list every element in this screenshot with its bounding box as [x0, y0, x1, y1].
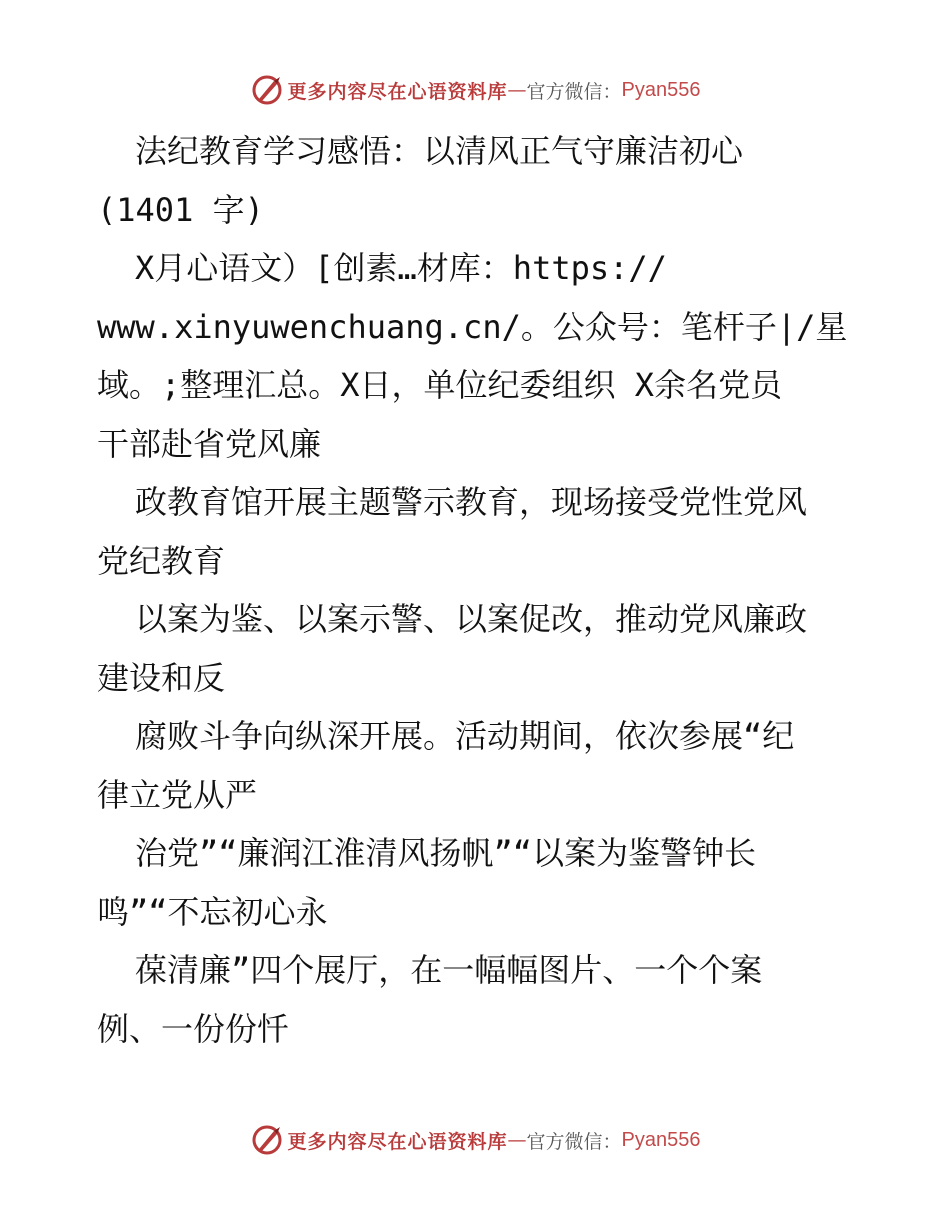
banner-text: 更多内容尽在心语资料库: [287, 80, 508, 103]
banner-wechat-label: 官方微信：: [526, 1130, 622, 1153]
document-line: 葆清廉”四个展厅，在一幅幅图片、一个个案: [135, 951, 763, 989]
header-banner: [0, 70, 950, 110]
document-body: [97, 122, 857, 1058]
document-line: 治党”“廉润江淮清风扬帆”“以案为鉴警钟长: [135, 834, 757, 872]
document-line: 干部赴省党风廉: [97, 424, 322, 463]
banner-wechat-id: Pyan556: [621, 78, 701, 101]
document-line: 政教育馆开展主题警示教育，现场接受党性党风: [135, 483, 808, 521]
document-line: 法纪教育学习感悟：以清风正气守廉洁初心: [135, 132, 744, 170]
banner-separator: —: [507, 79, 527, 101]
banner-wechat-id: Pyan556: [621, 1128, 701, 1151]
document-line: 建设和反: [97, 658, 226, 697]
document-line: 律立党从严: [97, 775, 258, 814]
document-line: (1401 字): [97, 190, 264, 229]
document-line: 鸣”“不忘初心永: [97, 892, 328, 931]
document-line: 以案为鉴、以案示警、以案促改，推动党风廉政: [135, 600, 808, 638]
document-line: www.xinyuwenchuang.cn/。公众号：笔杆子|/星: [97, 307, 848, 346]
quill-circle-icon: [250, 73, 284, 107]
document-line: 党纪教育: [97, 541, 226, 580]
banner-text: 更多内容尽在心语资料库: [287, 1130, 508, 1153]
quill-circle-icon: [250, 1123, 284, 1157]
document-line: 域。;整理汇总。X日，单位纪委组织 X余名党员: [97, 366, 783, 404]
banner-wechat-label: 官方微信：: [526, 80, 622, 103]
document-line: 例、一份份忏: [97, 1009, 290, 1048]
banner-separator: —: [507, 1129, 527, 1151]
footer-banner: [0, 1120, 950, 1160]
document-line: 腐败斗争向纵深开展。活动期间，依次参展“纪: [135, 717, 795, 755]
document-line: X月心语文）[创素…材库：https://: [135, 249, 667, 287]
